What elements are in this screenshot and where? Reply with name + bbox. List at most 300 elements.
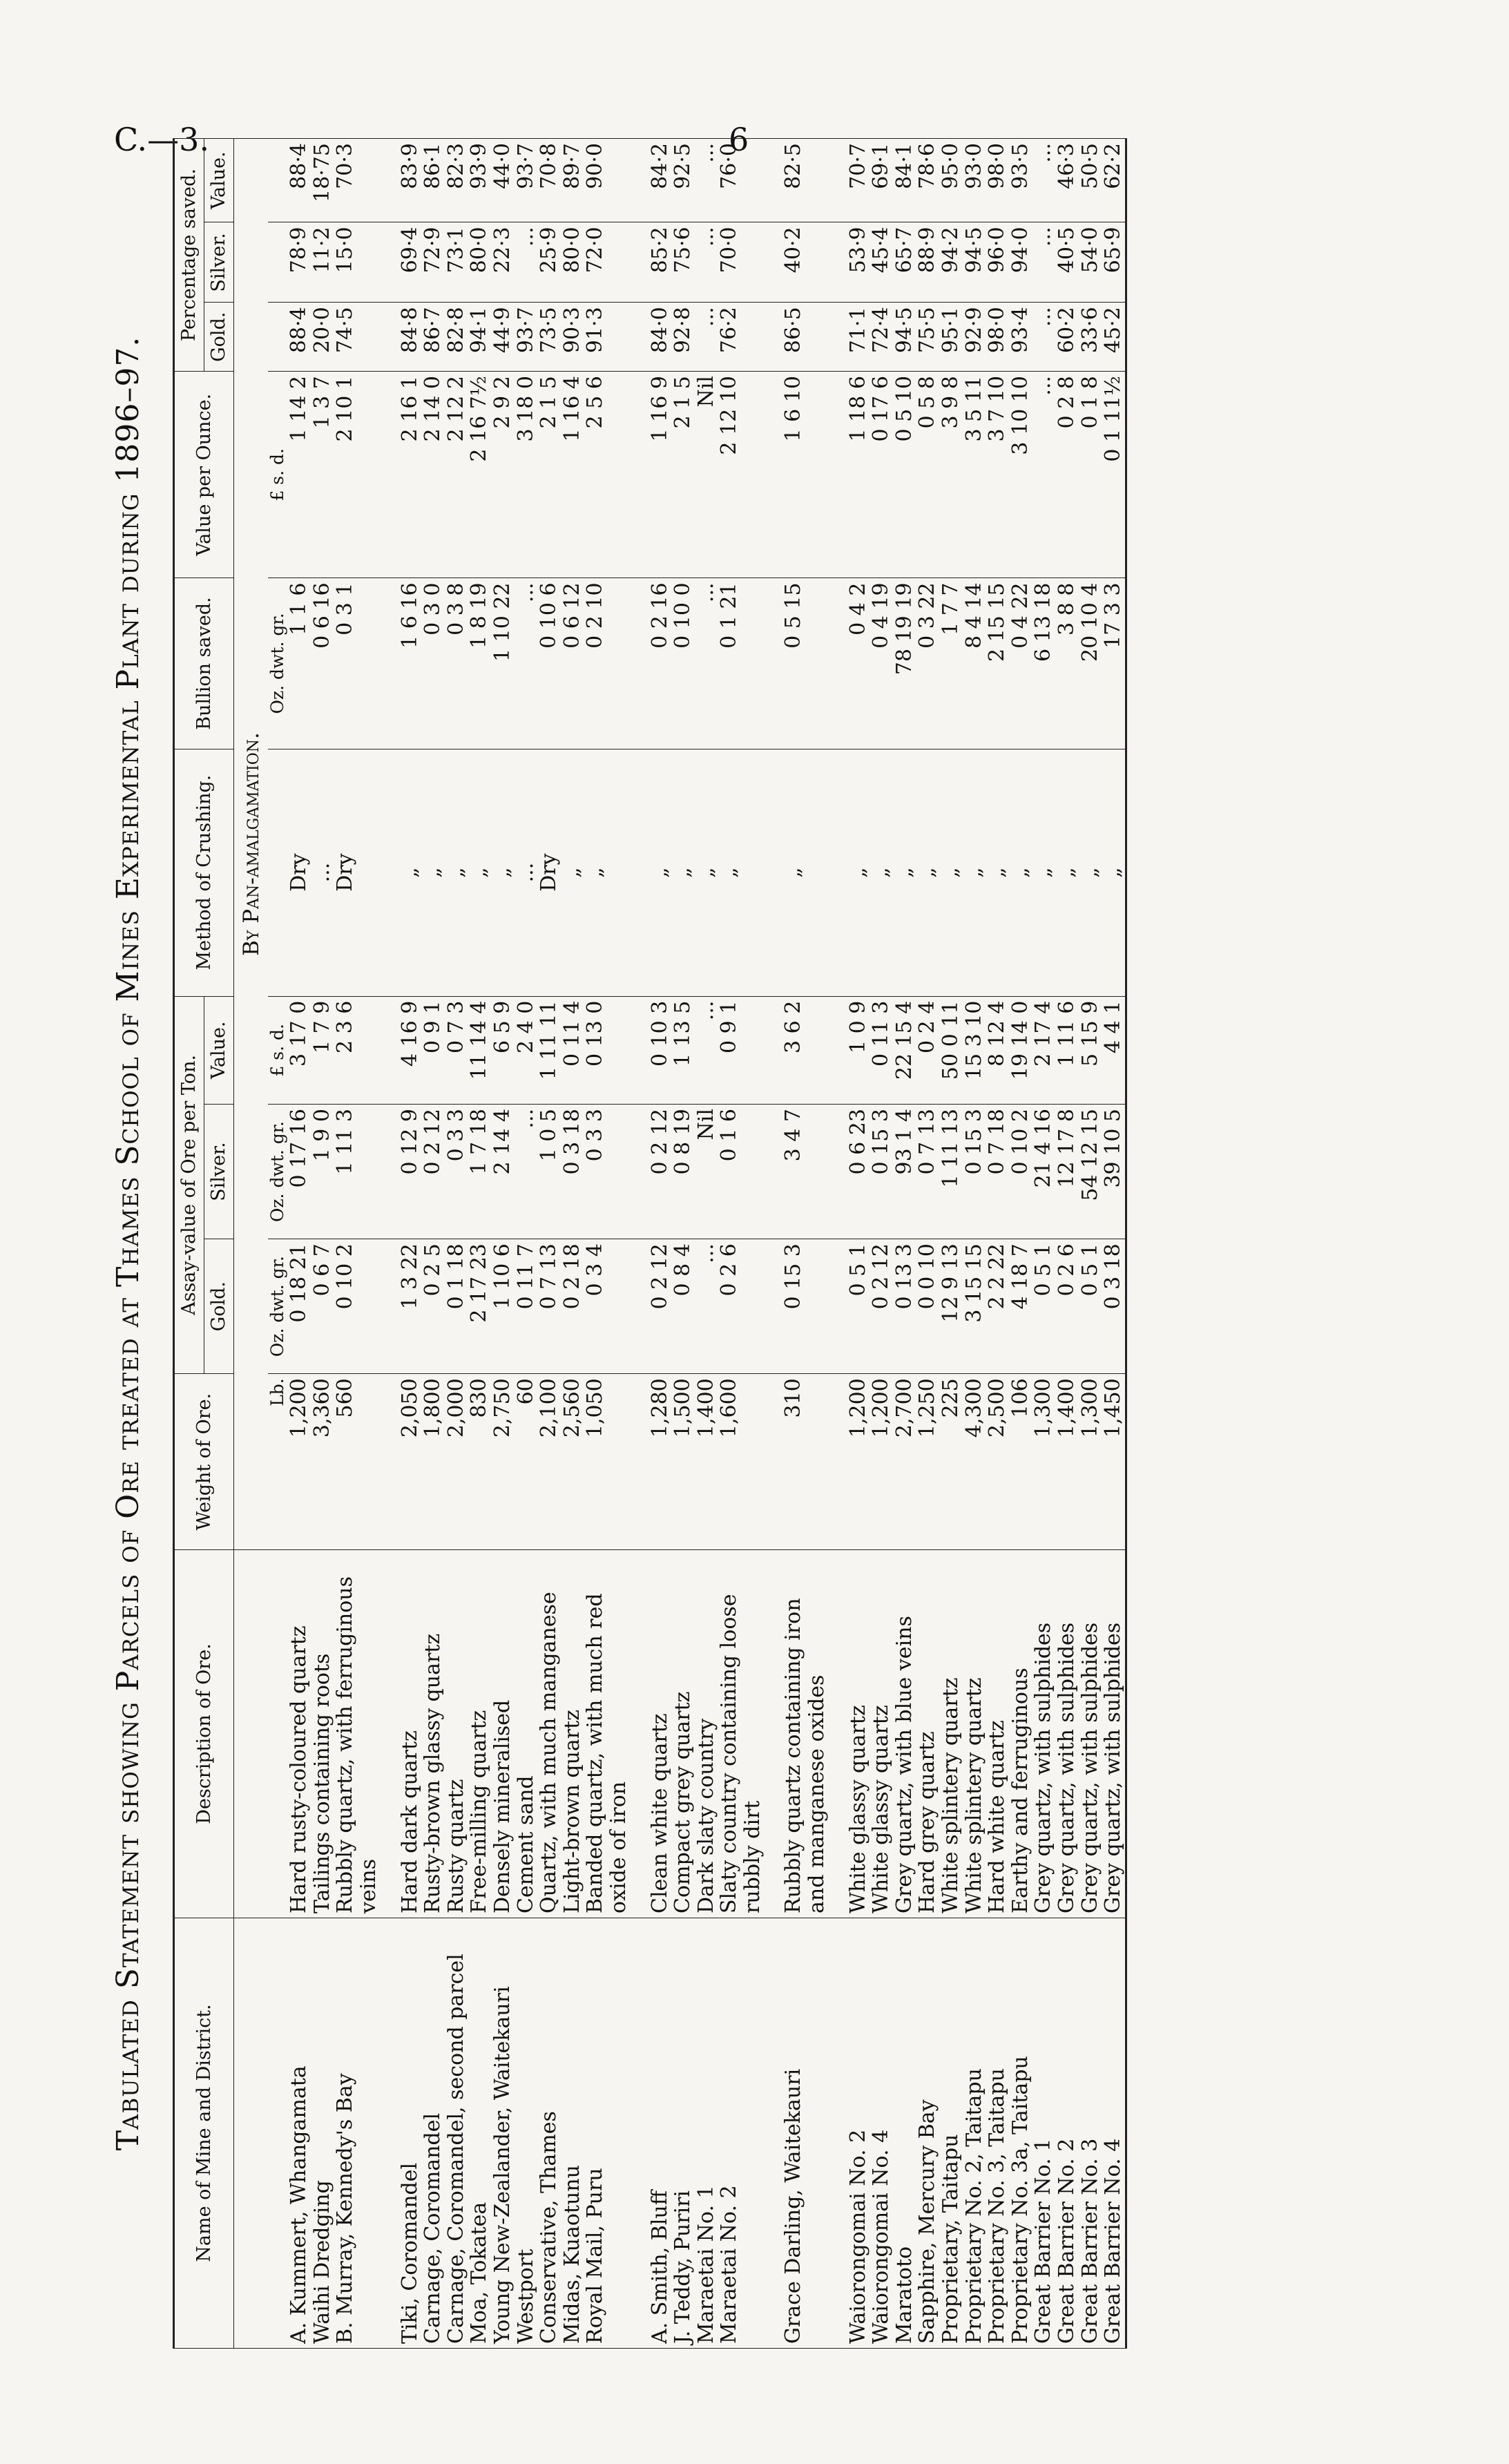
row-value: 50 0 11: [939, 996, 963, 1104]
row-weight: 60: [515, 1374, 538, 1550]
row-pct-silver: 94·5: [963, 222, 986, 303]
row-method: „: [847, 749, 870, 996]
row-bullion: 6 13 18: [1032, 578, 1055, 749]
row-value-per-ounce: Nil: [695, 372, 718, 578]
table-row: [1102, 139, 1126, 2349]
row-pct-gold: 74·5: [334, 303, 380, 372]
row-weight: 2,000: [445, 1374, 468, 1550]
col-pct-silver: Silver.: [204, 222, 234, 303]
row-method: „: [468, 749, 491, 996]
row-method: „: [1032, 749, 1055, 996]
row-weight: 1,200: [869, 1374, 893, 1550]
row-pct-silver: ...: [1032, 222, 1055, 303]
row-value: 3 17 0: [287, 996, 311, 1104]
col-name: Name of Mine and District.: [174, 1918, 234, 2349]
row-bullion: 0 3 0: [421, 578, 445, 749]
row-silver: Nil: [695, 1105, 718, 1239]
row-bullion: ...: [695, 578, 718, 749]
row-weight: 1,600: [718, 1374, 764, 1550]
row-value: 1 11 11: [537, 996, 561, 1104]
col-percentage-group: Percentage saved.: [174, 139, 204, 372]
row-value: 15 3 10: [963, 996, 986, 1104]
row-bullion: 20 10 4: [1079, 578, 1102, 749]
row-value: 6 5 9: [491, 996, 515, 1104]
table-row: [334, 139, 380, 2349]
row-value-per-ounce: 1 16 4: [561, 372, 584, 578]
row-method: Dry: [334, 749, 380, 996]
row-name: Waiorongomai No. 2: [847, 1918, 870, 2349]
row-silver: 0 7 13: [916, 1105, 939, 1239]
group-spacer: [829, 139, 847, 2349]
row-pct-value: 89·7: [561, 139, 584, 222]
table-row: [468, 139, 491, 2349]
row-value-per-ounce: 1 14 2: [287, 372, 311, 578]
ore-parcels-table: [173, 138, 1127, 2349]
row-value-per-ounce: 2 1 5: [671, 372, 695, 578]
col-bullion: Bullion saved.: [174, 578, 234, 749]
rotated-table-page: [110, 111, 1423, 2349]
row-pct-silver: 94·0: [1009, 222, 1032, 303]
row-method: „: [1055, 749, 1079, 996]
row-pct-value: 93·7: [515, 139, 538, 222]
row-value: 0 7 3: [445, 996, 468, 1104]
row-method: „: [1079, 749, 1102, 996]
row-gold: 2 17 23: [468, 1239, 491, 1374]
row-weight: 1,050: [584, 1374, 630, 1550]
row-bullion: 1 10 22: [491, 578, 515, 749]
row-silver: 1 11 13: [939, 1105, 963, 1239]
row-method: „: [782, 749, 828, 996]
row-value-per-ounce: 0 5 10: [893, 372, 916, 578]
row-weight: 830: [468, 1374, 491, 1550]
col-value-per-ounce: Value per Ounce.: [174, 372, 234, 578]
row-silver: 1 7 18: [468, 1105, 491, 1239]
row-pct-gold: 75·5: [916, 303, 939, 372]
row-value: 2 3 6: [334, 996, 380, 1104]
row-value: 22 15 4: [893, 996, 916, 1104]
row-value-per-ounce: 1 3 7: [311, 372, 334, 578]
row-value-per-ounce: 0 2 8: [1055, 372, 1079, 578]
table-row: [537, 139, 561, 2349]
row-value-per-ounce: 1 16 9: [648, 372, 672, 578]
row-bullion: 0 5 15: [782, 578, 828, 749]
table-row: [671, 139, 695, 2349]
row-silver: 1 0 5: [537, 1105, 561, 1239]
row-silver: 0 2 12: [421, 1105, 445, 1239]
table-row: [311, 139, 334, 2349]
table-row: [939, 139, 963, 2349]
row-bullion: 0 4 19: [869, 578, 893, 749]
row-bullion: 1 1 6: [287, 578, 311, 749]
row-name: Conservative, Thames: [537, 1918, 561, 2349]
row-name: Sapphire, Mercury Bay: [916, 1918, 939, 2349]
row-value: 1 0 9: [847, 996, 870, 1104]
row-value-per-ounce: 2 12 10: [718, 372, 764, 578]
row-value: ...: [695, 996, 718, 1104]
row-method: „: [421, 749, 445, 996]
row-name: Young New-Zealander, Waitekauri: [491, 1918, 515, 2349]
row-silver: 93 1 4: [893, 1105, 916, 1239]
group-spacer: [631, 139, 648, 2349]
row-pct-silver: 94·2: [939, 222, 963, 303]
row-value: 0 2 4: [916, 996, 939, 1104]
row-bullion: 17 3 3: [1102, 578, 1126, 749]
row-description: White splintery quartz: [963, 1550, 986, 1918]
row-silver: 0 17 16: [287, 1105, 311, 1239]
table-row: [445, 139, 468, 2349]
row-description: Grey quartz, with sulphides: [1102, 1550, 1126, 1918]
row-value: 0 10 3: [648, 996, 672, 1104]
row-pct-gold: 76·2: [718, 303, 764, 372]
row-name: Royal Mail, Puru: [584, 1918, 630, 2349]
row-pct-value: 93·5: [1009, 139, 1032, 222]
row-bullion: 0 4 22: [1009, 578, 1032, 749]
row-method: „: [986, 749, 1009, 996]
row-pct-value: 92·5: [671, 139, 695, 222]
row-description: Earthy and ferruginous: [1009, 1550, 1032, 1918]
row-name: Tiki, Coromandel: [398, 1918, 422, 2349]
row-value-per-ounce: 3 10 10: [1009, 372, 1032, 578]
row-weight: 1,400: [695, 1374, 718, 1550]
row-value-per-ounce: 2 14 0: [421, 372, 445, 578]
row-silver: 0 10 2: [1009, 1105, 1032, 1239]
col-gold: Gold.: [204, 1239, 234, 1374]
row-pct-gold: 20·0: [311, 303, 334, 372]
row-value: 2 4 0: [515, 996, 538, 1104]
row-value-per-ounce: 2 9 2: [491, 372, 515, 578]
units-row: [268, 139, 287, 2349]
row-pct-silver: 72·9: [421, 222, 445, 303]
row-pct-gold: 73·5: [537, 303, 561, 372]
row-value-per-ounce: 3 7 10: [986, 372, 1009, 578]
row-bullion: 0 3 22: [916, 578, 939, 749]
col-pct-value: Value.: [204, 139, 234, 222]
row-pct-value: 70·7: [847, 139, 870, 222]
row-pct-gold: 91·3: [584, 303, 630, 372]
row-bullion: 1 7 7: [939, 578, 963, 749]
row-value-per-ounce: 2 16 7½: [468, 372, 491, 578]
row-gold: ...: [695, 1239, 718, 1374]
row-description: Compact grey quartz: [671, 1550, 695, 1918]
row-bullion: 0 4 2: [847, 578, 870, 749]
row-method: „: [445, 749, 468, 996]
row-weight: 2,100: [537, 1374, 561, 1550]
row-pct-gold: 88·4: [287, 303, 311, 372]
row-value-per-ounce: 1 18 6: [847, 372, 870, 578]
group-spacer: [381, 139, 398, 2349]
row-name: Great Barrier No. 1: [1032, 1918, 1055, 2349]
row-name: Proprietary, Taitapu: [939, 1918, 963, 2349]
row-method: „: [939, 749, 963, 996]
row-pct-gold: 33·6: [1079, 303, 1102, 372]
row-silver: 12 17 8: [1055, 1105, 1079, 1239]
row-description: Densely mineralised: [491, 1550, 515, 1918]
row-pct-silver: 53·9: [847, 222, 870, 303]
table-row: [515, 139, 538, 2349]
row-pct-silver: 15·0: [334, 222, 380, 303]
row-method: Dry: [287, 749, 311, 996]
row-name: Proprietary No. 2, Taitapu: [963, 1918, 986, 2349]
table-row: [287, 139, 311, 2349]
row-name: Carnage, Coromandel: [421, 1918, 445, 2349]
row-value-per-ounce: 0 1 11½: [1102, 372, 1126, 578]
row-pct-value: 84·2: [648, 139, 672, 222]
row-bullion: ...: [515, 578, 538, 749]
row-weight: 2,700: [893, 1374, 916, 1550]
row-weight: 225: [939, 1374, 963, 1550]
row-method: ...: [515, 749, 538, 996]
table-row: [421, 139, 445, 2349]
row-value-per-ounce: 2 5 6: [584, 372, 630, 578]
row-silver: 0 2 12: [648, 1105, 672, 1239]
row-gold: 0 5 1: [847, 1239, 870, 1374]
row-weight: 1,300: [1032, 1374, 1055, 1550]
col-description: Description of Ore.: [174, 1550, 234, 1918]
row-bullion: 0 6 12: [561, 578, 584, 749]
col-pct-gold: Gold.: [204, 303, 234, 372]
col-method: Method of Crushing.: [174, 749, 234, 996]
row-gold: 0 5 1: [1079, 1239, 1102, 1374]
row-method: „: [963, 749, 986, 996]
row-gold: 0 2 5: [421, 1239, 445, 1374]
row-bullion: 3 8 8: [1055, 578, 1079, 749]
row-value: 1 13 5: [671, 996, 695, 1104]
row-pct-silver: 78·9: [287, 222, 311, 303]
row-description: Hard white quartz: [986, 1550, 1009, 1918]
row-pct-silver: 45·4: [869, 222, 893, 303]
row-value: 0 11 3: [869, 996, 893, 1104]
row-pct-silver: 22·3: [491, 222, 515, 303]
row-value-per-ounce: 1 6 10: [782, 372, 828, 578]
table-row: [1032, 139, 1055, 2349]
row-pct-value: 78·6: [916, 139, 939, 222]
row-pct-value: 83·9: [398, 139, 422, 222]
unit-weight: Lb.: [268, 1374, 287, 1550]
row-weight: 2,050: [398, 1374, 422, 1550]
row-gold: 0 15 3: [782, 1239, 828, 1374]
row-gold: 0 11 7: [515, 1239, 538, 1374]
row-pct-gold: 84·0: [648, 303, 672, 372]
col-value: Value.: [204, 996, 234, 1104]
row-pct-silver: 25·9: [537, 222, 561, 303]
row-value-per-ounce: 3 18 0: [515, 372, 538, 578]
row-pct-gold: 71·1: [847, 303, 870, 372]
row-description: Hard rusty-coloured quartz: [287, 1550, 311, 1918]
row-value-per-ounce: 2 10 1: [334, 372, 380, 578]
row-name: A. Kummert, Whangamata: [287, 1918, 311, 2349]
table-title: Tabulated Statement showing Parcels of Ore treated at Thames School of Mines Experimental Plant during 1896–97.: [110, 336, 146, 2151]
row-value: 4 16 9: [398, 996, 422, 1104]
row-pct-silver: ...: [695, 222, 718, 303]
row-gold: 1 10 6: [491, 1239, 515, 1374]
row-gold: 2 2 22: [986, 1239, 1009, 1374]
row-name: Great Barrier No. 3: [1079, 1918, 1102, 2349]
row-bullion: 0 10 6: [537, 578, 561, 749]
table-row: [398, 139, 422, 2349]
row-bullion: 8 4 14: [963, 578, 986, 749]
row-pct-value: ...: [695, 139, 718, 222]
row-pct-value: 70·3: [334, 139, 380, 222]
row-pct-gold: ...: [1032, 303, 1055, 372]
row-gold: 4 18 7: [1009, 1239, 1032, 1374]
row-weight: 1,280: [648, 1374, 672, 1550]
row-method: „: [561, 749, 584, 996]
row-description: Grey quartz, with sulphides: [1079, 1550, 1102, 1918]
row-name: Maratoto: [893, 1918, 916, 2349]
row-bullion: 0 1 21: [718, 578, 764, 749]
table-row: [491, 139, 515, 2349]
row-gold: 0 2 18: [561, 1239, 584, 1374]
row-pct-value: 98·0: [986, 139, 1009, 222]
row-gold: 1 3 22: [398, 1239, 422, 1374]
row-value-per-ounce: 2 12 2: [445, 372, 468, 578]
row-pct-silver: 72·0: [584, 222, 630, 303]
row-description: Dark slaty country: [695, 1550, 718, 1918]
row-pct-value: 93·0: [963, 139, 986, 222]
row-value: 0 11 4: [561, 996, 584, 1104]
row-gold: 0 2 6: [1055, 1239, 1079, 1374]
unit-value: £ s. d.: [268, 996, 287, 1104]
row-method: ...: [311, 749, 334, 996]
col-weight: Weight of Ore.: [174, 1374, 234, 1550]
row-pct-gold: 44·9: [491, 303, 515, 372]
row-name: Moa, Tokatea: [468, 1918, 491, 2349]
row-silver: 1 11 3: [334, 1105, 380, 1239]
page-number: 6: [729, 121, 749, 158]
row-weight: 2,560: [561, 1374, 584, 1550]
table-row: [782, 139, 828, 2349]
row-silver: ...: [515, 1105, 538, 1239]
row-weight: 2,500: [986, 1374, 1009, 1550]
row-silver: 2 14 4: [491, 1105, 515, 1239]
row-weight: 560: [334, 1374, 380, 1550]
row-weight: 1,200: [287, 1374, 311, 1550]
row-pct-value: 62·2: [1102, 139, 1126, 222]
section-row: [234, 139, 268, 2349]
row-pct-silver: 65·9: [1102, 222, 1126, 303]
row-pct-gold: 86·7: [421, 303, 445, 372]
row-method: „: [398, 749, 422, 996]
row-name: J. Teddy, Puriri: [671, 1918, 695, 2349]
row-value-per-ounce: ...: [1032, 372, 1055, 578]
row-description: White glassy quartz: [869, 1550, 893, 1918]
row-description: Hard grey quartz: [916, 1550, 939, 1918]
unit-gold: Oz. dwt. gr.: [268, 1239, 287, 1374]
row-gold: 0 13 3: [893, 1239, 916, 1374]
row-description: Grey quartz, with blue veins: [893, 1550, 916, 1918]
row-gold: 0 3 4: [584, 1239, 630, 1374]
row-description: Rusty quartz: [445, 1550, 468, 1918]
table-row: [1055, 139, 1079, 2349]
row-method: „: [671, 749, 695, 996]
row-value: 0 9 1: [421, 996, 445, 1104]
row-gold: 0 8 4: [671, 1239, 695, 1374]
row-gold: 0 2 6: [718, 1239, 764, 1374]
row-pct-silver: 80·0: [561, 222, 584, 303]
table-row: [584, 139, 630, 2349]
row-silver: 0 12 9: [398, 1105, 422, 1239]
row-pct-value: 82·3: [445, 139, 468, 222]
table-row: [718, 139, 764, 2349]
row-name: Waiorongomai No. 4: [869, 1918, 893, 2349]
row-pct-value: 86·1: [421, 139, 445, 222]
table-row: [963, 139, 986, 2349]
row-pct-silver: ...: [515, 222, 538, 303]
row-value-per-ounce: 3 9 8: [939, 372, 963, 578]
row-silver: 39 10 5: [1102, 1105, 1126, 1239]
row-method: „: [893, 749, 916, 996]
row-gold: 12 9 13: [939, 1239, 963, 1374]
row-bullion: 2 15 15: [986, 578, 1009, 749]
row-method: „: [869, 749, 893, 996]
row-description: White splintery quartz: [939, 1550, 963, 1918]
row-pct-value: 70·8: [537, 139, 561, 222]
row-pct-value: 44·0: [491, 139, 515, 222]
row-value-per-ounce: 0 5 8: [916, 372, 939, 578]
row-pct-silver: 85·2: [648, 222, 672, 303]
row-name: Maraetai No. 1: [695, 1918, 718, 2349]
row-method: „: [1102, 749, 1126, 996]
row-name: B. Murray, Kennedy's Bay: [334, 1918, 380, 2349]
row-pct-gold: ...: [695, 303, 718, 372]
row-name: Maraetai No. 2: [718, 1918, 764, 2349]
row-value: 11 14 4: [468, 996, 491, 1104]
row-name: Proprietary No. 3a, Taitapu: [1009, 1918, 1032, 2349]
row-pct-value: 93·9: [468, 139, 491, 222]
row-pct-gold: 45·2: [1102, 303, 1126, 372]
row-pct-silver: 96·0: [986, 222, 1009, 303]
row-value-per-ounce: 2 16 1: [398, 372, 422, 578]
row-pct-silver: 80·0: [468, 222, 491, 303]
row-weight: 3,360: [311, 1374, 334, 1550]
row-pct-gold: 82·8: [445, 303, 468, 372]
row-value: 8 12 4: [986, 996, 1009, 1104]
row-pct-gold: 84·8: [398, 303, 422, 372]
row-gold: 0 18 21: [287, 1239, 311, 1374]
row-method: Dry: [537, 749, 561, 996]
table-row: [1079, 139, 1102, 2349]
row-gold: 3 15 15: [963, 1239, 986, 1374]
row-name: Carnage, Coromandel, second parcel: [445, 1918, 468, 2349]
row-value-per-ounce: 0 17 6: [869, 372, 893, 578]
row-bullion: 1 6 16: [398, 578, 422, 749]
row-bullion: 78 19 19: [893, 578, 916, 749]
row-silver: 0 3 3: [445, 1105, 468, 1239]
row-bullion: 0 6 16: [311, 578, 334, 749]
row-method: „: [584, 749, 630, 996]
unit-bullion: Oz. dwt. gr.: [268, 578, 287, 749]
row-description: Clean white quartz: [648, 1550, 672, 1918]
row-description: Rubbly quartz containing iron and manganese oxides: [782, 1550, 828, 1918]
table-row: [847, 139, 870, 2349]
row-pct-silver: 73·1: [445, 222, 468, 303]
row-value-per-ounce: 3 5 11: [963, 372, 986, 578]
row-pct-value: 46·3: [1055, 139, 1079, 222]
section-heading: By Pan-amalgamation.: [234, 139, 268, 1550]
col-silver: Silver.: [204, 1105, 234, 1239]
row-description: Rusty-brown glassy quartz: [421, 1550, 445, 1918]
row-value: 5 15 9: [1079, 996, 1102, 1104]
row-description: Hard dark quartz: [398, 1550, 422, 1918]
row-gold: 0 0 10: [916, 1239, 939, 1374]
row-bullion: 0 10 0: [671, 578, 695, 749]
row-pct-silver: 75·6: [671, 222, 695, 303]
row-silver: 3 4 7: [782, 1105, 828, 1239]
table-row: [695, 139, 718, 2349]
row-name: Great Barrier No. 4: [1102, 1918, 1126, 2349]
row-pct-gold: 98·0: [986, 303, 1009, 372]
row-pct-value: 84·1: [893, 139, 916, 222]
